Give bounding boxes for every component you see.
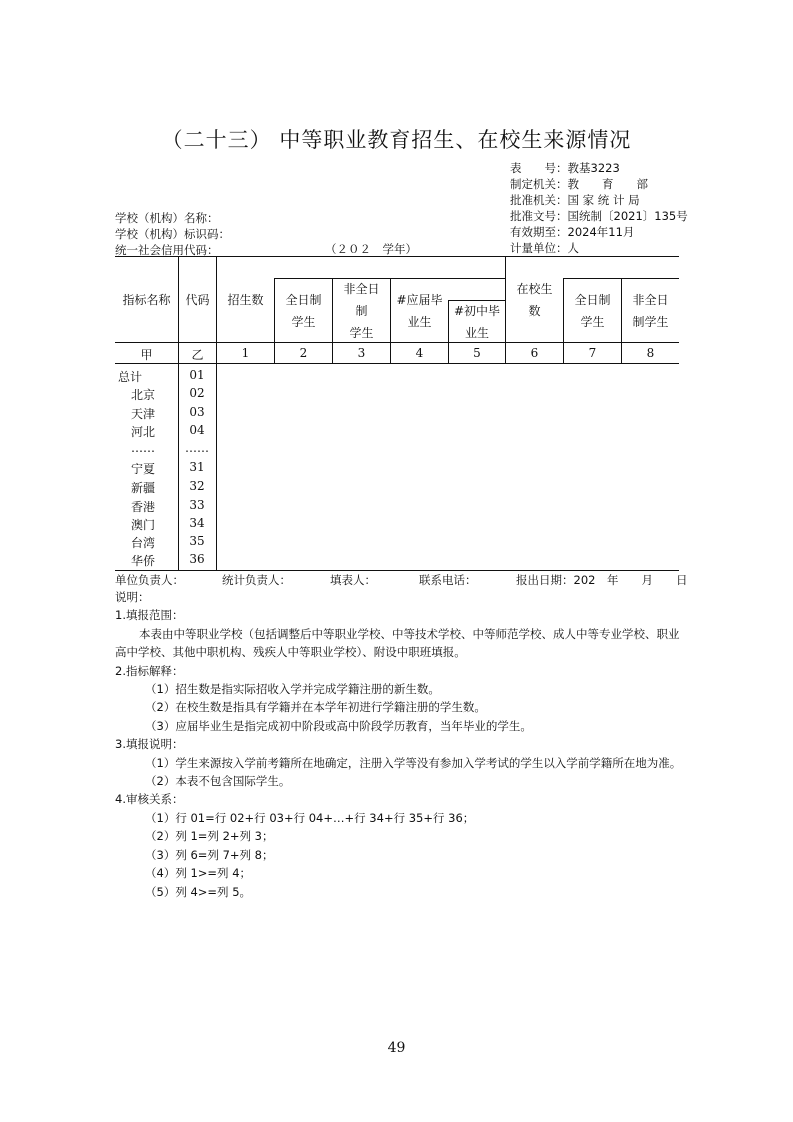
row-name: 天津 [131,407,156,421]
section-scope-title: 1.填报范围： [115,608,184,623]
form-meta-right [510,160,688,256]
row-name: 河北 [131,425,156,439]
check-item: （3）列 6=列 7+列 8； [145,847,274,862]
header-nonfulltime-enroll: 非全日 制 学生 [343,281,380,340]
colnum-4: 4 [415,346,424,360]
definition-item: （3）应届毕业生是指完成初中阶段或高中阶段学历教育，当年毕业的学生。 [145,718,532,733]
unit-of-measure: 计量单位：人 [510,241,579,255]
table-bottom-border [115,570,679,571]
header-indicator: 指标名称 [122,292,171,307]
section-instructions-title: 3.填报说明： [115,737,184,752]
instruction-item: （1）学生来源按入学前考籍所在地确定，注册入学等没有参加入学考试的学生以入学前学籍所在地为准。 [145,755,682,770]
credit-code-label: 统一社会信用代码： [115,243,219,257]
row-name-total: 总计 [118,370,143,384]
section-definitions-title: 2.指标解释： [115,663,184,678]
colnum-jia: 甲 [140,348,153,362]
row-code: 31 [189,460,205,474]
row-code: 34 [189,516,205,530]
school-year: （２０２ 学年） [325,242,417,256]
page-number: 49 [387,1040,406,1056]
colnum-bottom-rule [115,363,679,364]
row-name: 北京 [131,388,156,402]
instruction-item: （2）本表不包含国际学生。 [145,774,291,789]
colnum-8: 8 [646,346,655,360]
row-code: 02 [189,386,205,400]
row-code: 33 [189,498,205,512]
row-name: 华侨 [131,554,156,568]
school-id-label: 学校（机构）标识码： [115,227,230,241]
header-fresh-graduates: #应届毕 业生 [396,292,443,329]
page-title: （二十三） 中等职业教育招生、在校生来源情况 [161,128,632,152]
approving-authority: 批准机关：国 家 统 计 局 [510,193,640,207]
row-name: 台湾 [131,536,156,550]
row-code: 35 [189,534,205,548]
section-checks-title: 4.审核关系： [115,792,184,807]
header-bottom-rule [115,342,679,343]
colnum-7: 7 [588,346,597,360]
phone-label: 联系电话： [419,573,477,587]
check-item: （4）列 1>=列 4； [145,866,252,881]
colnum-3: 3 [357,346,366,360]
notes-section [115,588,685,901]
school-name-label: 学校（机构）名称： [115,211,219,225]
row-name: 宁夏 [131,462,156,476]
issuing-authority: 制定机关：教 育 部 [510,177,648,191]
row-code: 04 [189,423,205,437]
header-in-school: 在校生 数 [516,281,553,318]
check-item: （5）列 4>=列 5。 [145,884,252,899]
header-junior-graduates: #初中毕 业生 [453,303,501,340]
header-nonfulltime-inschool: 非全日 制学生 [632,292,669,329]
header-enrollment: 招生数 [227,292,264,307]
section-scope-body: 本表由中等职业学校（包括调整后中等职业学校、中等技术学校、中等师范学校、成人中等专业学校、职业高中学校、其他中职机构、残疾人中等职业学校）、附设中职班填报。 [115,626,680,660]
filler-label: 填表人： [330,573,376,587]
colnum-2: 2 [299,346,308,360]
row-code-total: 01 [189,368,205,382]
row-name: 香港 [131,500,156,514]
form-number: 表 号：教基3223 [510,161,620,175]
valid-until: 有效期至：2024年11月 [510,225,635,239]
check-item: （2）列 1=列 2+列 3； [145,829,274,844]
row-name: 新疆 [131,481,156,495]
header-code: 代码 [185,292,210,307]
row-name: 澳门 [131,518,156,532]
definition-item: （1）招生数是指实际招收入学并完成学籍注册的新生数。 [145,682,440,697]
colnum-6: 6 [530,346,539,360]
colnum-yi: 乙 [191,348,204,362]
header-fulltime-enroll: 全日制 学生 [285,292,322,329]
colnum-1: 1 [241,346,250,360]
colnum-5: 5 [473,346,481,360]
check-item: （1）行 01=行 02+行 03+行 04+…+行 34+行 35+行 36； [145,810,475,825]
row-name-ellipsis: …… [131,441,155,455]
unit-head-label: 单位负责人： [115,573,184,587]
stat-head-label: 统计负责人： [222,573,291,587]
row-code-ellipsis: …… [185,441,209,455]
approval-number: 批准文号：国统制〔2021〕135号 [510,209,688,223]
report-date-label: 报出日期：202 年 月 日 [516,573,688,587]
form-meta-left [115,210,230,258]
definition-item: （2）在校生数是指具有学籍并在本学年初进行学籍注册的学生数。 [145,700,486,715]
header-fulltime-inschool: 全日制 学生 [574,292,611,329]
row-code: 03 [189,405,205,419]
row-code: 32 [189,479,205,493]
notes-heading: 说明： [115,590,150,604]
row-code: 36 [189,552,205,566]
